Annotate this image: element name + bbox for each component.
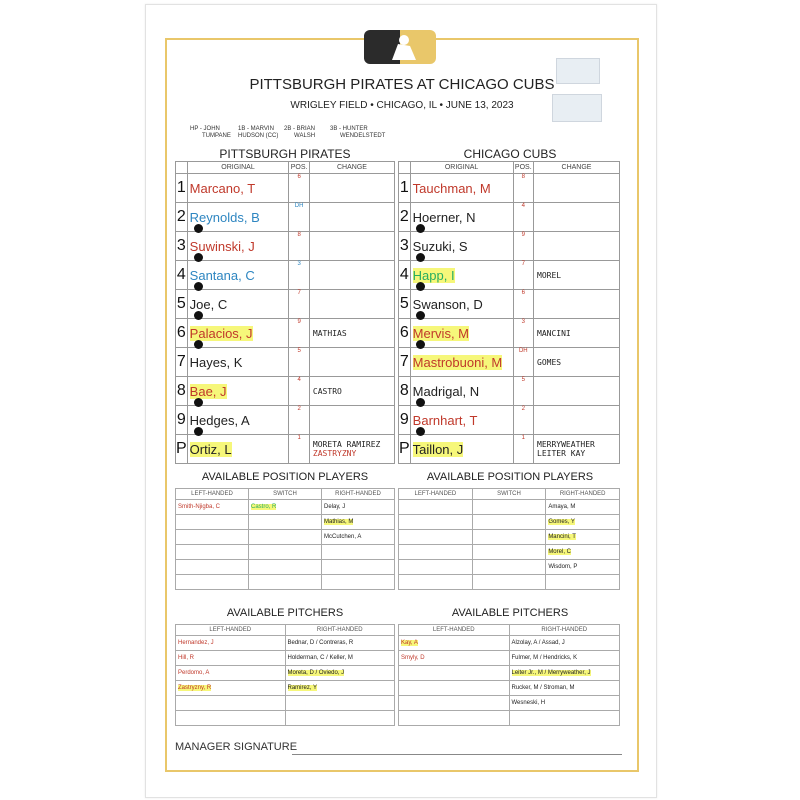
- game-title: PITTSBURGH PIRATES AT CHICAGO CUBS: [249, 76, 555, 93]
- umpire-3b: 3B - HUNTER WENDELSTEDT: [330, 126, 386, 139]
- pitcher-name: Alzolay, A / Assad, J: [511, 640, 565, 646]
- pitcher-cell: [285, 711, 395, 726]
- lineup-change: [309, 174, 394, 203]
- lineup-row: [176, 319, 395, 348]
- lineup-row: [399, 435, 620, 464]
- pitcher-name: Leiter Jr., M / Merryweather, J: [511, 670, 591, 676]
- position-player-row: [176, 500, 395, 515]
- pirates-team-header: PITTSBURGH PIRATES: [219, 147, 351, 161]
- position-player-cell: [176, 530, 249, 545]
- pencil-mark-icon: [194, 311, 203, 320]
- batting-order: 3: [399, 232, 411, 261]
- pitcher-name: Hernandez, J: [178, 640, 214, 646]
- position-player-cell: [399, 545, 473, 560]
- player-name: [410, 232, 513, 261]
- lineup-row: [399, 377, 620, 406]
- player-name-text: Hoerner, N: [412, 209, 476, 225]
- position-player-cell: [249, 545, 322, 560]
- player-position: 1: [289, 435, 310, 464]
- pencil-mark-icon: [416, 282, 425, 291]
- pitcher-cell: [399, 666, 510, 681]
- position-player-cell: [546, 515, 620, 530]
- pitcher-cell: [509, 651, 620, 666]
- lineup-change: [534, 290, 620, 319]
- player-position: 8: [289, 232, 310, 261]
- position-player-cell: [249, 500, 322, 515]
- player-name-text: Taillon, J: [412, 441, 464, 457]
- position-player-cell: [399, 560, 473, 575]
- left-handed-header: LEFT-HANDED: [176, 625, 286, 636]
- position-player-cell: [249, 575, 322, 590]
- player-position: 8: [513, 174, 534, 203]
- player-name: [187, 174, 289, 203]
- position-player-cell: [472, 515, 546, 530]
- position-player-name: Morel, C: [548, 549, 571, 555]
- manager-signature-label: MANAGER SIGNATURE: [175, 741, 298, 753]
- change-text-2: LEITER KAY: [537, 449, 586, 458]
- pos-header-row: [399, 489, 620, 500]
- batting-order: 2: [176, 203, 188, 232]
- pencil-mark-icon: [194, 427, 203, 436]
- cubs-avail-pitch-title: AVAILABLE PITCHERS: [451, 607, 569, 619]
- pitcher-row: [176, 636, 395, 651]
- pitcher-cell: [509, 666, 620, 681]
- change-text: MATHIAS: [312, 328, 347, 338]
- player-name: [410, 203, 513, 232]
- pitcher-name: Smyly, D: [401, 655, 425, 661]
- batting-order: 7: [399, 348, 411, 377]
- player-name-text: Bae, J: [189, 383, 227, 399]
- lineup-row: [399, 290, 620, 319]
- player-name: [410, 319, 513, 348]
- pirates-avail-pos-title: AVAILABLE POSITION PLAYERS: [201, 471, 369, 483]
- player-name-text: Tauchman, M: [412, 180, 491, 196]
- lineup-row: [176, 348, 395, 377]
- player-name-text: Palacios, J: [189, 325, 253, 341]
- pencil-mark-icon: [416, 398, 425, 407]
- player-name-text: Barnhart, T: [412, 412, 478, 428]
- batting-order: P: [176, 435, 188, 464]
- position-player-cell: [546, 530, 620, 545]
- position-player-cell: [176, 545, 249, 560]
- pitcher-cell: [399, 711, 510, 726]
- umpire-hp: HP - JOHN TUMPANE: [190, 126, 231, 139]
- position-player-cell: [546, 560, 620, 575]
- batting-order: 8: [399, 377, 411, 406]
- batting-order: 5: [176, 290, 188, 319]
- pitch-header-row: [399, 625, 620, 636]
- lineup-row: [399, 406, 620, 435]
- lineup-change: [309, 290, 394, 319]
- position-player-cell: [399, 500, 473, 515]
- pencil-mark-icon: [416, 427, 425, 436]
- lineup-header-row: [176, 162, 395, 174]
- pitcher-row: [399, 696, 620, 711]
- left-handed-header: LEFT-HANDED: [399, 489, 473, 500]
- player-position: 2: [513, 406, 534, 435]
- lineup-row: [399, 348, 620, 377]
- player-name-text: Happ, I: [412, 267, 455, 283]
- order-header: [176, 162, 188, 174]
- lineup-change: [534, 203, 620, 232]
- original-header: ORIGINAL: [187, 162, 289, 174]
- player-position: DH: [513, 348, 534, 377]
- player-position: 5: [513, 377, 534, 406]
- lineup-row: [176, 406, 395, 435]
- position-player-cell: [472, 545, 546, 560]
- pitcher-name: Ramirez, Y: [287, 685, 318, 691]
- cubs-pitchers: [398, 624, 620, 726]
- batting-order: 7: [176, 348, 188, 377]
- pitch-header-row: [176, 625, 395, 636]
- position-player-cell: [322, 560, 395, 575]
- batting-order: 1: [399, 174, 411, 203]
- lineup-change: [309, 435, 394, 464]
- batting-order: 9: [176, 406, 188, 435]
- pencil-mark-icon: [416, 224, 425, 233]
- pitcher-row: [399, 666, 620, 681]
- pitcher-name: Bednar, D / Contreras, R: [287, 640, 354, 646]
- position-player-row: [399, 515, 620, 530]
- player-position: 6: [513, 290, 534, 319]
- position-player-name: Smith-Njigba, C: [178, 504, 221, 510]
- right-handed-header: RIGHT-HANDED: [285, 625, 395, 636]
- player-name-text: Joe, C: [189, 296, 228, 312]
- lineup-change: [534, 348, 620, 377]
- switch-handed-header: SWITCH: [472, 489, 546, 500]
- position-player-cell: [472, 500, 546, 515]
- position-player-cell: [176, 575, 249, 590]
- pencil-mark-icon: [194, 340, 203, 349]
- cubs-team-header: CHICAGO CUBS: [463, 147, 557, 161]
- player-position: 2: [289, 406, 310, 435]
- position-player-cell: [176, 515, 249, 530]
- pitcher-name: Hill, R: [178, 655, 194, 661]
- player-position: 9: [513, 232, 534, 261]
- change-header: CHANGE: [534, 162, 620, 174]
- pitcher-name: Moreta, D / Oviedo, J: [287, 670, 345, 676]
- batting-order: 1: [176, 174, 188, 203]
- pitcher-row: [176, 711, 395, 726]
- position-player-row: [399, 560, 620, 575]
- pos-header-row: [176, 489, 395, 500]
- position-player-cell: [322, 500, 395, 515]
- pitcher-cell: [509, 696, 620, 711]
- pitcher-name: Wesneski, H: [511, 700, 546, 706]
- pitcher-cell: [176, 651, 286, 666]
- pitcher-row: [399, 711, 620, 726]
- pirates-avail-pitch-title: AVAILABLE PITCHERS: [226, 607, 344, 619]
- position-player-name: Wisdom, P: [548, 564, 578, 570]
- pitcher-row: [176, 696, 395, 711]
- player-name: [410, 406, 513, 435]
- player-position: 1: [513, 435, 534, 464]
- lineup-change: [309, 319, 394, 348]
- player-name: [410, 290, 513, 319]
- pitcher-name: Zastryzny, R: [178, 685, 212, 691]
- pitcher-row: [399, 636, 620, 651]
- player-name-text: Hedges, A: [189, 412, 250, 428]
- position-player-cell: [546, 545, 620, 560]
- position-player-cell: [249, 530, 322, 545]
- change-header: CHANGE: [309, 162, 394, 174]
- pencil-mark-icon: [194, 282, 203, 291]
- position-player-row: [399, 545, 620, 560]
- cubs-lineup-table: [398, 161, 620, 464]
- lineup-row: [176, 290, 395, 319]
- lineup-row: [176, 174, 395, 203]
- player-name-text: Ortiz, L: [189, 441, 232, 457]
- pitcher-cell: [399, 651, 510, 666]
- position-player-row: [399, 530, 620, 545]
- player-name: [410, 377, 513, 406]
- pitcher-row: [176, 681, 395, 696]
- lineup-change: [309, 232, 394, 261]
- change-text: MANCINI: [537, 328, 571, 338]
- lineup-change: [534, 435, 620, 464]
- lineup-row: [176, 435, 395, 464]
- position-player-cell: [322, 545, 395, 560]
- pirates-lineup-table: [175, 161, 395, 464]
- lineup-change: [309, 261, 394, 290]
- player-name: [187, 348, 289, 377]
- player-position: 3: [289, 261, 310, 290]
- position-player-cell: [546, 500, 620, 515]
- position-player-cell: [472, 530, 546, 545]
- lineup-row: [176, 377, 395, 406]
- pitcher-name: Kay, A: [401, 640, 418, 646]
- batting-order: 4: [176, 261, 188, 290]
- position-player-name: Castro, R: [251, 504, 277, 510]
- cubs-position-players: [398, 488, 620, 590]
- order-header: [399, 162, 411, 174]
- right-handed-header: RIGHT-HANDED: [509, 625, 620, 636]
- player-position: 4: [289, 377, 310, 406]
- position-player-row: [176, 515, 395, 530]
- position-player-name: McCutchen, A: [324, 534, 362, 540]
- batting-order: 4: [399, 261, 411, 290]
- batting-order: 5: [399, 290, 411, 319]
- lineup-row: [176, 232, 395, 261]
- pitcher-row: [176, 666, 395, 681]
- player-name-text: Madrigal, N: [412, 383, 480, 399]
- lineup-row: [399, 261, 620, 290]
- pencil-mark-icon: [416, 340, 425, 349]
- pitcher-cell: [509, 681, 620, 696]
- pitcher-name: Rucker, M / Stroman, M: [511, 685, 575, 691]
- player-name-text: Reynolds, B: [189, 209, 260, 225]
- lineup-change: [534, 232, 620, 261]
- pitcher-row: [399, 681, 620, 696]
- lineup-change: [534, 261, 620, 290]
- position-player-name: Gomes, Y: [548, 519, 575, 525]
- pitcher-cell: [176, 681, 286, 696]
- batting-order: 8: [176, 377, 188, 406]
- change-text: GOMES: [537, 357, 562, 367]
- lineup-change: [534, 174, 620, 203]
- lineup-header-row: [399, 162, 620, 174]
- pitcher-cell: [176, 711, 286, 726]
- position-player-name: Mancini, T: [548, 534, 576, 540]
- pitcher-cell: [399, 681, 510, 696]
- player-name: [410, 348, 513, 377]
- player-position: 7: [513, 261, 534, 290]
- pitcher-cell: [285, 651, 395, 666]
- switch-handed-header: SWITCH: [249, 489, 322, 500]
- lineup-change: [309, 377, 394, 406]
- batting-order: 6: [399, 319, 411, 348]
- pos-header: POS.: [289, 162, 310, 174]
- lineup-row: [176, 261, 395, 290]
- lineup-row: [176, 203, 395, 232]
- player-position: 4: [513, 203, 534, 232]
- position-player-cell: [472, 575, 546, 590]
- pitcher-cell: [285, 696, 395, 711]
- player-name: [410, 435, 513, 464]
- position-player-cell: [322, 530, 395, 545]
- position-player-cell: [176, 500, 249, 515]
- position-player-row: [176, 545, 395, 560]
- position-player-name: Delay, J: [324, 504, 346, 510]
- pos-header: POS.: [513, 162, 534, 174]
- player-position: DH: [289, 203, 310, 232]
- lineup-row: [399, 232, 620, 261]
- pitcher-cell: [176, 666, 286, 681]
- position-player-cell: [176, 560, 249, 575]
- pitcher-name: Perdomo, A: [178, 670, 210, 676]
- position-player-row: [176, 575, 395, 590]
- umpire-2b: 2B - BRIAN WALSH: [284, 126, 316, 139]
- batting-order: 6: [176, 319, 188, 348]
- position-player-cell: [399, 575, 473, 590]
- change-text-2: ZASTRYZNY: [312, 449, 357, 458]
- pencil-mark-icon: [194, 253, 203, 262]
- change-text: MERRYWEATHER: [537, 440, 595, 449]
- player-name-text: Suwinski, J: [189, 238, 255, 254]
- lineup-row: [399, 174, 620, 203]
- lineup-change: [534, 377, 620, 406]
- right-handed-header: RIGHT-HANDED: [322, 489, 395, 500]
- position-player-cell: [249, 515, 322, 530]
- batting-order: 3: [176, 232, 188, 261]
- signature-line[interactable]: [292, 754, 622, 755]
- umpire-1b: 1B - MARVIN HUDSON (CC): [238, 126, 279, 139]
- pirates-pitchers: [175, 624, 395, 726]
- position-player-cell: [399, 515, 473, 530]
- pitcher-cell: [509, 711, 620, 726]
- batting-order: P: [399, 435, 411, 464]
- player-name-text: Suzuki, S: [412, 238, 468, 254]
- lineup-change: [309, 348, 394, 377]
- player-name-text: Mastrobuoni, M: [412, 354, 503, 370]
- player-name-text: Marcano, T: [189, 180, 256, 196]
- pitcher-cell: [285, 636, 395, 651]
- lineup-change: [534, 319, 620, 348]
- position-player-cell: [322, 515, 395, 530]
- lineup-change: [534, 406, 620, 435]
- league-logo: [364, 30, 436, 64]
- position-player-row: [399, 575, 620, 590]
- pitcher-cell: [285, 681, 395, 696]
- pitcher-row: [399, 651, 620, 666]
- pencil-mark-icon: [194, 224, 203, 233]
- change-text: CASTRO: [312, 386, 342, 396]
- original-header: ORIGINAL: [410, 162, 513, 174]
- change-text: MOREL: [537, 270, 562, 280]
- pitcher-cell: [176, 696, 286, 711]
- position-player-cell: [546, 575, 620, 590]
- pitcher-cell: [399, 636, 510, 651]
- lineup-row: [399, 203, 620, 232]
- pirates-position-players: [175, 488, 395, 590]
- lineup-change: [309, 406, 394, 435]
- lineup-change: [309, 203, 394, 232]
- lineup-row: [399, 319, 620, 348]
- player-name-text: Hayes, K: [189, 354, 243, 370]
- pitcher-cell: [509, 636, 620, 651]
- pencil-mark-icon: [416, 311, 425, 320]
- batting-order: 9: [399, 406, 411, 435]
- position-player-cell: [472, 560, 546, 575]
- player-position: 3: [513, 319, 534, 348]
- left-handed-header: LEFT-HANDED: [399, 625, 510, 636]
- player-name: [410, 174, 513, 203]
- pencil-mark-icon: [194, 398, 203, 407]
- player-position: 9: [289, 319, 310, 348]
- right-handed-header: RIGHT-HANDED: [546, 489, 620, 500]
- player-name-text: Santana, C: [189, 267, 255, 283]
- pitcher-cell: [176, 636, 286, 651]
- pencil-mark-icon: [416, 253, 425, 262]
- player-name: [410, 261, 513, 290]
- position-player-row: [399, 500, 620, 515]
- player-name-text: Mervis, M: [412, 325, 470, 341]
- pitcher-name: Holderman, C / Keller, M: [287, 655, 353, 661]
- change-text: MORETA RAMIREZ: [312, 440, 381, 449]
- position-player-row: [176, 530, 395, 545]
- cubs-avail-pos-title: AVAILABLE POSITION PLAYERS: [426, 471, 594, 483]
- pitcher-cell: [285, 666, 395, 681]
- player-position: 7: [289, 290, 310, 319]
- position-player-name: Mathias, M: [324, 519, 354, 525]
- left-handed-header: LEFT-HANDED: [176, 489, 249, 500]
- position-player-name: Amaya, M: [548, 504, 576, 510]
- player-position: 5: [289, 348, 310, 377]
- player-name-text: Swanson, D: [412, 296, 483, 312]
- batting-order: 2: [399, 203, 411, 232]
- game-subtitle: WRIGLEY FIELD • CHICAGO, IL • JUNE 13, 2023: [290, 100, 514, 111]
- pitcher-row: [176, 651, 395, 666]
- pitcher-cell: [399, 696, 510, 711]
- position-player-cell: [399, 530, 473, 545]
- position-player-cell: [249, 560, 322, 575]
- position-player-row: [176, 560, 395, 575]
- position-player-cell: [322, 575, 395, 590]
- player-name: [187, 435, 289, 464]
- player-position: 6: [289, 174, 310, 203]
- pitcher-name: Fulmer, M / Hendricks, K: [511, 655, 578, 661]
